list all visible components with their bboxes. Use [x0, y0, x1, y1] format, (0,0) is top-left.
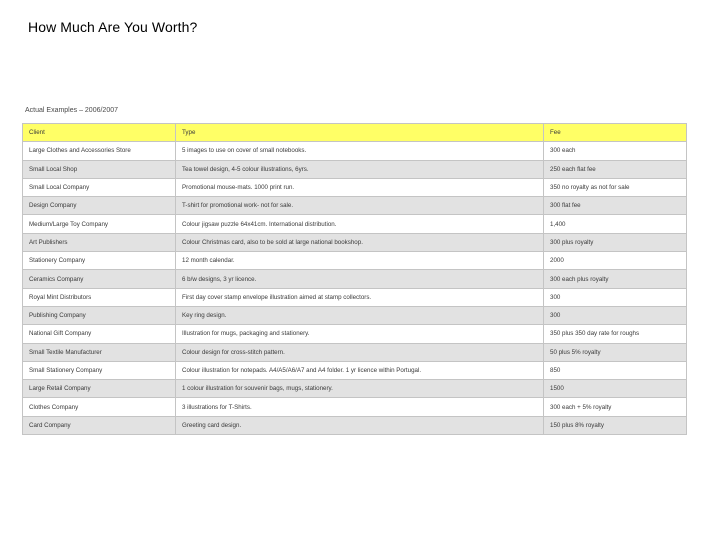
cell-type: Promotional mouse-mats. 1000 print run.: [176, 178, 544, 196]
cell-client: Small Local Company: [23, 178, 176, 196]
cell-type: 3 illustrations for T-Shirts.: [176, 398, 544, 416]
cell-fee: 300: [544, 306, 687, 324]
cell-type: Tea towel design, 4-5 colour illustrations, 6yrs.: [176, 160, 544, 178]
cell-client: Card Company: [23, 416, 176, 434]
cell-type: Colour illustration for notepads. A4/A5/A6/A7 and A4 folder. 1 yr licence within Portugal.: [176, 361, 544, 379]
table-row: [23, 142, 687, 160]
header-row: [23, 124, 687, 142]
cell-client: Large Clothes and Accessories Store: [23, 142, 176, 160]
cell-fee: 300 flat fee: [544, 197, 687, 215]
cell-fee: 300 plus royalty: [544, 233, 687, 251]
cell-fee: 150 plus 8% royalty: [544, 416, 687, 434]
cell-fee: 300 each: [544, 142, 687, 160]
cell-fee: 50 plus 5% royalty: [544, 343, 687, 361]
table-header: [23, 124, 687, 142]
table-body: [23, 142, 687, 435]
cell-fee: 300 each + 5% royalty: [544, 398, 687, 416]
table-row: [23, 288, 687, 306]
cell-type: 5 images to use on cover of small notebooks.: [176, 142, 544, 160]
cell-type: 1 colour illustration for souvenir bags, mugs, stationery.: [176, 380, 544, 398]
cell-fee: 2000: [544, 252, 687, 270]
cell-client: Ceramics Company: [23, 270, 176, 288]
cell-client: Small Local Shop: [23, 160, 176, 178]
header-client: Client: [23, 124, 176, 142]
cell-client: Royal Mint Distributors: [23, 288, 176, 306]
cell-client: Design Company: [23, 197, 176, 215]
fees-table: [22, 123, 687, 435]
cell-type: Greeting card design.: [176, 416, 544, 434]
header-type: Type: [176, 124, 544, 142]
table-row: [23, 398, 687, 416]
cell-type: Key ring design.: [176, 306, 544, 324]
table-row: [23, 361, 687, 379]
cell-fee: 1500: [544, 380, 687, 398]
cell-type: Colour design for cross-stitch pattern.: [176, 343, 544, 361]
table-row: [23, 233, 687, 251]
table-row: [23, 197, 687, 215]
table-row: [23, 252, 687, 270]
table-row: [23, 416, 687, 434]
table-row: [23, 160, 687, 178]
cell-type: 12 month calendar.: [176, 252, 544, 270]
table-row: [23, 325, 687, 343]
table-row: [23, 215, 687, 233]
cell-client: Publishing Company: [23, 306, 176, 324]
cell-fee: 1,400: [544, 215, 687, 233]
table-row: [23, 343, 687, 361]
table-row: [23, 306, 687, 324]
page-title: How Much Are You Worth?: [28, 19, 198, 35]
cell-fee: 300: [544, 288, 687, 306]
table-row: [23, 380, 687, 398]
cell-fee: 850: [544, 361, 687, 379]
cell-client: Art Publishers: [23, 233, 176, 251]
cell-type: 6 b/w designs, 3 yr licence.: [176, 270, 544, 288]
header-fee: Fee: [544, 124, 687, 142]
cell-client: Small Textile Manufacturer: [23, 343, 176, 361]
cell-fee: 300 each plus royalty: [544, 270, 687, 288]
cell-client: Clothes Company: [23, 398, 176, 416]
cell-client: Small Stationery Company: [23, 361, 176, 379]
cell-fee: 350 no royalty as not for sale: [544, 178, 687, 196]
cell-fee: 250 each flat fee: [544, 160, 687, 178]
cell-type: Colour jigsaw puzzle 64x41cm. International distribution.: [176, 215, 544, 233]
table-row: [23, 178, 687, 196]
cell-type: Illustration for mugs, packaging and stationery.: [176, 325, 544, 343]
cell-type: First day cover stamp envelope illustration aimed at stamp collectors.: [176, 288, 544, 306]
cell-client: Large Retail Company: [23, 380, 176, 398]
cell-client: Stationery Company: [23, 252, 176, 270]
cell-type: Colour Christmas card, also to be sold at large national bookshop.: [176, 233, 544, 251]
table-caption: Actual Examples – 2006/2007: [25, 107, 119, 114]
cell-client: Medium/Large Toy Company: [23, 215, 176, 233]
table-row: [23, 270, 687, 288]
cell-client: National Gift Company: [23, 325, 176, 343]
cell-type: T-shirt for promotional work- not for sale.: [176, 197, 544, 215]
cell-fee: 350 plus 350 day rate for roughs: [544, 325, 687, 343]
